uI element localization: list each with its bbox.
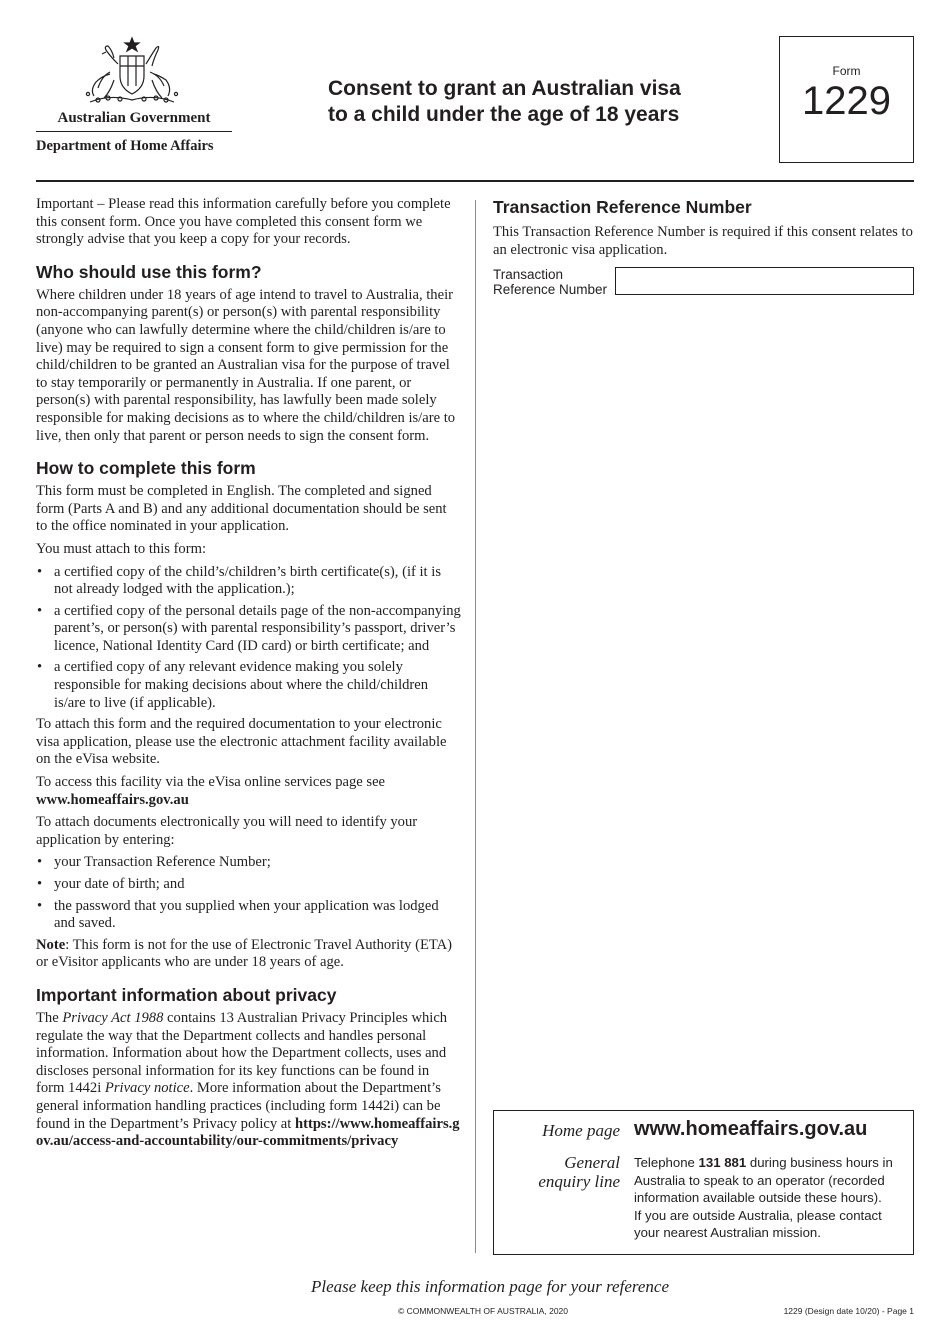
- how-heading: How to complete this form: [36, 458, 256, 479]
- column-divider: [475, 200, 476, 1253]
- identify-list: [36, 854, 461, 932]
- form-title: [328, 76, 748, 128]
- homeaffairs-link[interactable]: www.homeaffairs.gov.au: [36, 791, 189, 808]
- form-number-box: [779, 36, 914, 163]
- note-text: Note: This form is not for the use of Electronic Travel Authority (ETA) or eVisitor applicants who are under 18 years of age.: [36, 936, 453, 971]
- trn-text: This Transaction Reference Number is required if this consent relates to an electronic visa application.: [493, 224, 913, 258]
- home-page-label: Home page: [542, 1121, 620, 1140]
- privacy-text: The Privacy Act 1988 contains 13 Australian Privacy Principles which regulate the way that the Department collects and handles personal information. Information about how the Department collects, uses and discloses personal information for its key functions can be found in form 1442i Privacy notice. More information about the Department’s general information handling practices (including form 1442i) can be found in the Department’s Privacy policy at https://www.homeaffairs.gov.au/access-and-accountability/our-commitments/privacy: [36, 1009, 460, 1150]
- who-text: Where children under 18 years of age intend to travel to Australia, their non-accompanying parent(s) or person(s) with parental responsibility (anyone who can lawfully determine where the child/children is/are to live) may be required to sign a consent form to give permission for the child/children to be granted an Australian visa for the purpose of travel to stay temporarily or permanently in Australia. If one parent, or person(s) with parental responsibility, has lawfully been made solely responsible for making decisions as to where the child/children is/are to live, then only that parent or person needs to sign the consent form.: [36, 286, 456, 444]
- list-item: • a certified copy of the personal details page of the non-accompanying parent’s, or person(s) with parental responsibility’s passport, driver’s licence, National Identity Card (ID card) or birth certificate; and: [37, 602, 461, 654]
- home-page-link[interactable]: www.homeaffairs.gov.au: [634, 1118, 868, 1140]
- form-number: 1229: [802, 79, 891, 123]
- form-title-line2: to a child under the age of 18 years: [328, 103, 680, 126]
- list-item: • a certified copy of any relevant evidence making you solely responsible for making decisions about where the child/children is/are to live (if applicable).: [37, 659, 429, 711]
- left-column: [36, 196, 461, 1156]
- privacy-policy-link[interactable]: https://www.homeaffairs.gov.au/access-and-accountability/our-commitments/privacy: [36, 1115, 460, 1150]
- list-item: • your date of birth; and: [37, 876, 185, 892]
- government-name: Australian Government: [57, 110, 211, 126]
- privacy-heading: Important information about privacy: [36, 984, 337, 1005]
- form-title-line1: Consent to grant an Australian visa: [328, 77, 681, 100]
- how-text: This form must be completed in English. The completed and signed form (Parts A and B) and any additional documentation should be sent to the office nominated in your application.: [36, 483, 447, 535]
- trn-heading: Transaction Reference Number: [493, 197, 752, 217]
- attach-intro: You must attach to this form:: [36, 540, 206, 557]
- copyright: © COMMONWEALTH OF AUSTRALIA, 2020: [398, 1306, 568, 1316]
- phone-number: 131 881: [698, 1155, 747, 1170]
- evisa-text: To attach this form and the required documentation to your electronic visa application, please use the electronic attachment facility available on the eVisa website.: [36, 716, 447, 768]
- coat-of-arms-logo: [80, 36, 184, 108]
- trn-field-row: [493, 267, 914, 297]
- right-column: [493, 196, 914, 297]
- department-name: Department of Home Affairs: [36, 138, 214, 154]
- trn-input[interactable]: [615, 267, 914, 295]
- page-reference: 1229 (Design date 10/20) - Page 1: [783, 1306, 914, 1316]
- trn-label: Transaction Reference Number: [493, 267, 608, 298]
- list-item: • your Transaction Reference Number;: [37, 854, 271, 871]
- intro-text: Important – Please read this information carefully before you complete this consent form. Once you have completed this consent form we strongly advise that you keep a copy for your records.: [36, 196, 451, 248]
- government-rule: [36, 131, 232, 132]
- identify-text: To attach documents electronically you will need to identify your application by entering:: [36, 814, 418, 848]
- contact-box: [493, 1110, 914, 1255]
- access-text: To access this facility via the eVisa online services page see www.homeaffairs.gov.au: [36, 774, 386, 808]
- form-label: Form: [832, 64, 861, 78]
- list-item: • a certified copy of the child’s/children’s birth certificate(s), (if it is not already lodged with the application.);: [37, 563, 441, 598]
- list-item: • the password that you supplied when your application was lodged and saved.: [37, 897, 439, 932]
- keep-note: Please keep this information page for your reference: [310, 1277, 669, 1296]
- who-heading: Who should use this form?: [36, 261, 262, 282]
- attach-list: [36, 564, 461, 713]
- enquiry-text: Telephone 131 881 during business hours in Australia to speak to an operator (recorded information available outside these hours). If you are outside Australia, please contact your nearest Australian mission.: [634, 1155, 893, 1241]
- enquiry-line-label: General enquiry line: [538, 1153, 620, 1191]
- header-divider: [36, 180, 914, 182]
